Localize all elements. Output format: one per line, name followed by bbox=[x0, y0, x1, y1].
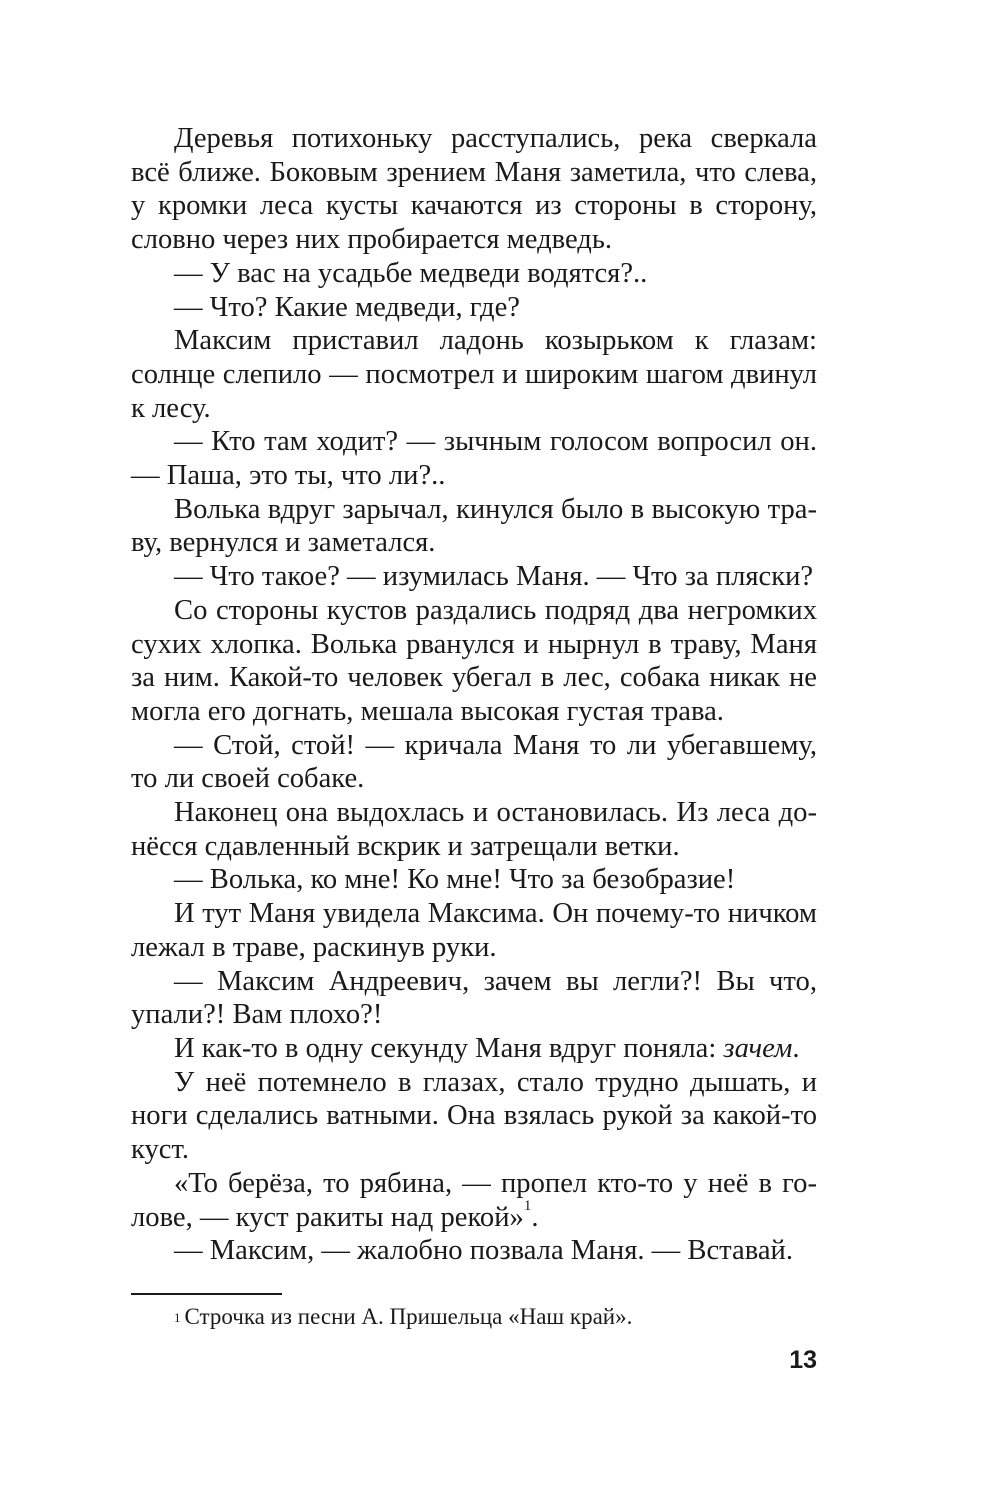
dialogue-line: — Стой, стой! — кричала Маня то ли убегавшему, то ли своей собаке. bbox=[131, 729, 817, 795]
footnote-divider bbox=[131, 1293, 282, 1295]
paragraph: У неё потемнело в глазах, стало трудно дышать, и ноги сделались ватными. Она взялась рукой за какой-то куст. bbox=[131, 1066, 817, 1166]
paragraph: Со стороны кустов раздались подряд два негромких сухих хлопка. Волька рванулся и нырнул в траву, Маня за ним. Какой-то человек убегал в лес, собака никак не могла его догнать, мешала высокая густая трава. bbox=[131, 594, 817, 727]
dialogue-line: — Что? Какие медведи, где? bbox=[174, 291, 520, 323]
paragraph: Максим приставил ладонь козырьком к глазам: солнце слепило — посмотрел и широким шагом двинул к лесу. bbox=[131, 325, 817, 424]
dialogue-line: — Кто там ходит? — зычным голосом вопросил он. — Паша, это ты, что ли?.. bbox=[131, 426, 817, 492]
paragraph: Волька вдруг зарычал, кинулся было в высокую траву, вернулся и заметался. bbox=[131, 493, 817, 559]
footnote-reference: 1 bbox=[523, 1197, 532, 1214]
page-content bbox=[131, 122, 817, 1268]
footnote-text: Строчка из песни А. Пришельца «Наш край». bbox=[184, 1304, 633, 1329]
footnote-mark: 1 bbox=[174, 1310, 181, 1325]
paragraph-punctuation: . bbox=[531, 1201, 539, 1233]
page-number: 13 bbox=[789, 1346, 817, 1374]
emphasis-text: зачем bbox=[723, 1032, 793, 1064]
paragraph bbox=[131, 1032, 817, 1066]
paragraph: Деревья потихоньку расступались, река сверкала всё ближе. Боковым зрением Маня заметила, что слева, у кромки леса кусты качаются из стороны в сторону, словно через них пробирается медведь. bbox=[131, 123, 817, 256]
dialogue-line: — Максим Андреевич, зачем вы легли?! Вы что, упали?! Вам плохо?! bbox=[131, 965, 817, 1031]
dialogue-line: — Что такое? — изумилась Маня. — Что за пляски? bbox=[174, 561, 814, 593]
paragraph: Наконец она выдохлась и остановилась. Из леса донёсся сдавленный вскрик и затрещали ветки. bbox=[131, 797, 817, 862]
dialogue-line: — Максим, — жалобно позвала Маня. — Вставай. bbox=[174, 1235, 793, 1267]
paragraph: И тут Маня увидела Максима. Он почему-то ничком лежал в траве, раскинув руки. bbox=[131, 898, 817, 963]
footnote bbox=[174, 1303, 632, 1331]
paragraph-punctuation: . bbox=[792, 1032, 800, 1064]
paragraph-text: И как-то в одну секунду Маня вдруг поняла: bbox=[174, 1032, 724, 1064]
dialogue-line: — У вас на усадьбе медведи водятся?.. bbox=[174, 257, 648, 289]
body-text bbox=[131, 122, 817, 1268]
dialogue-line: — Волька, ко мне! Ко мне! Что за безобразие! bbox=[174, 864, 736, 896]
paragraph bbox=[131, 1167, 817, 1234]
quoted-lyric: «То берёза, то рябина, — пропел кто-то у неё в голове, — куст ракиты над рекой» bbox=[131, 1167, 817, 1233]
